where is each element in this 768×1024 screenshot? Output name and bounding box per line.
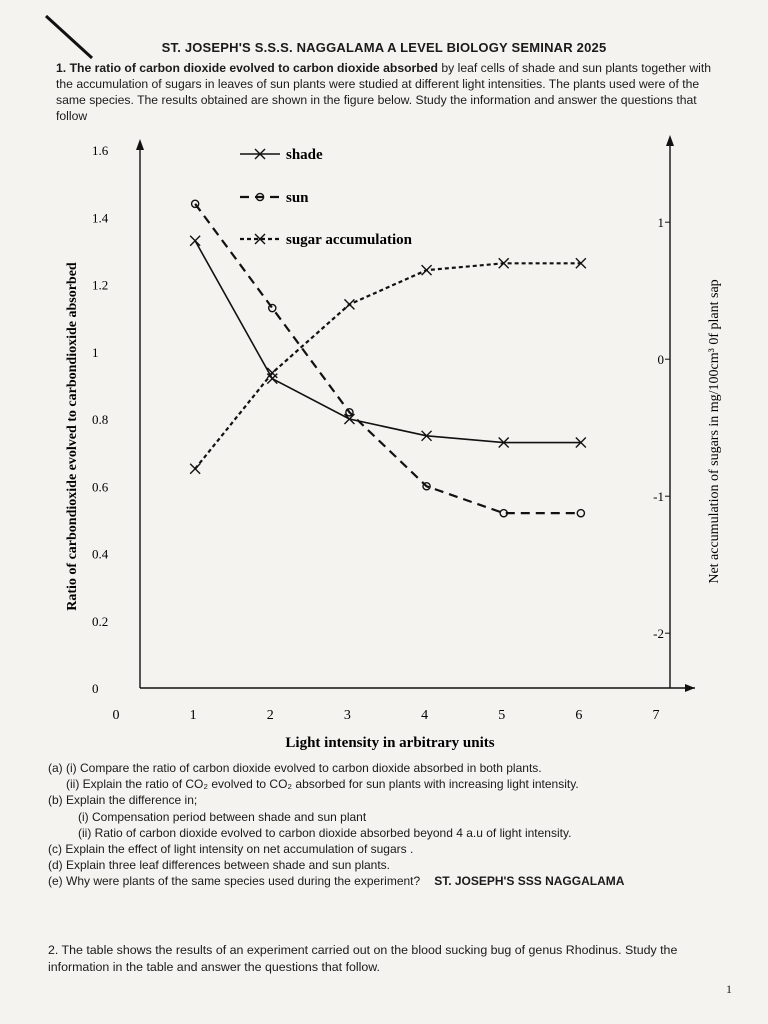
legend-entry xyxy=(240,190,309,206)
y-tick-label: 0.8 xyxy=(92,412,109,427)
data-point xyxy=(499,258,509,268)
question-a-ii: (ii) Explain the ratio of CO₂ evolved to CO₂ absorbed for sun plants with increasing light intensity. xyxy=(66,777,579,792)
light-intensity-chart xyxy=(0,135,768,755)
y-tick-label: 1 xyxy=(92,344,99,360)
y2-tick-label: 0 xyxy=(657,352,664,368)
y-tick-label: 0.2 xyxy=(92,613,109,629)
question-b-ii: (ii) Ratio of carbon dioxide evolved to carbon dioxide absorbed beyond 4 a.u of light intensity. xyxy=(78,825,572,840)
series-shade xyxy=(190,236,586,448)
data-point xyxy=(344,299,354,309)
y-axis-right-arrow xyxy=(666,135,674,146)
y-tick-label: 1.2 xyxy=(92,277,109,293)
question-e: (e) Why were plants of the same species used during the experiment? xyxy=(48,874,421,889)
series-sugar-accumulation xyxy=(190,258,586,474)
question-c: (c) Explain the effect of light intensity on net accumulation of sugars . xyxy=(48,842,414,857)
y-axis-label: Ratio of carbondioxide evolved to carbondioxide absorbed xyxy=(65,262,80,611)
question-1-number: 1. xyxy=(56,61,67,75)
x-tick-label: 0 xyxy=(112,708,120,723)
y-tick-label: 0 xyxy=(92,681,99,696)
question-e-row xyxy=(48,873,728,889)
y2-tick-label: 1 xyxy=(657,215,664,231)
data-point xyxy=(190,464,200,474)
x-tick-label: 2 xyxy=(266,708,274,723)
chart-labels xyxy=(65,262,722,751)
question-b: (b) Explain the difference in; xyxy=(48,793,198,808)
x-tick-label: 3 xyxy=(343,708,351,723)
data-point xyxy=(267,374,277,384)
data-point xyxy=(190,236,200,246)
y-axis-left-arrow xyxy=(136,139,144,150)
y2-axis-label: Net accumulation of sugars in mg/100cm³ 0f plant sap xyxy=(707,279,722,584)
y-tick-label: 0.6 xyxy=(92,479,109,495)
data-point xyxy=(269,304,276,311)
x-tick-label: 5 xyxy=(498,708,506,723)
legend-label: sugar accumulation xyxy=(286,232,412,248)
chart-legend xyxy=(240,147,413,248)
question-b-i: (i) Compensation period between shade and sun plant xyxy=(78,809,367,824)
y2-tick-label: -1 xyxy=(653,489,664,505)
series-line xyxy=(195,204,581,513)
question-1-intro-highlight: The ratio of carbon dioxide evolved to carbon dioxide absorbed xyxy=(69,61,438,75)
question-1-intro-text: by leaf cells of shade and sun plants together with the accumulation of sugars in leaves of sun plants were studied at different light intensities. The plants used were of the same species. The results obtained are shown in the figure below. Study the information and answer the questions that follow xyxy=(56,61,712,123)
x-tick-label: 6 xyxy=(575,708,583,723)
page-number: 1 xyxy=(726,982,732,996)
x-tick-label: 1 xyxy=(189,708,197,723)
school-name: ST. JOSEPH'S SSS NAGGALAMA xyxy=(434,874,625,889)
series-line xyxy=(195,263,581,469)
data-point xyxy=(422,265,432,275)
question-2: 2. The table shows the results of an experiment carried out on the blood sucking bug of genus Rhodinus. Study the information in the table and answer the questions that follow. xyxy=(48,943,678,974)
series-line xyxy=(195,241,581,443)
x-axis-arrow xyxy=(685,684,695,692)
legend-entry xyxy=(240,147,323,163)
data-point xyxy=(576,258,586,268)
question-a-i: (a) (i) Compare the ratio of carbon dioxide evolved to carbon dioxide absorbed in both plants. xyxy=(48,761,542,775)
page-title: ST. JOSEPH'S S.S.S. NAGGALAMA A LEVEL BIOLOGY SEMINAR 2025 xyxy=(161,40,607,55)
question-d: (d) Explain three leaf differences between shade and sun plants. xyxy=(48,858,390,873)
y2-tick-label: -2 xyxy=(653,626,664,642)
question-1-intro xyxy=(56,60,726,124)
data-point xyxy=(577,510,584,517)
y-tick-label: 1.4 xyxy=(92,210,109,226)
legend-label: sun xyxy=(286,190,309,206)
y-tick-label: 1.6 xyxy=(92,143,109,158)
y-tick-label: 0.4 xyxy=(92,546,109,562)
sub-questions xyxy=(48,760,728,890)
x-tick-label: 7 xyxy=(652,708,660,723)
legend-entry xyxy=(240,232,413,248)
x-tick-label: 4 xyxy=(421,708,429,723)
legend-label: shade xyxy=(286,147,323,163)
x-axis-label: Light intensity in arbitrary units xyxy=(285,735,495,751)
